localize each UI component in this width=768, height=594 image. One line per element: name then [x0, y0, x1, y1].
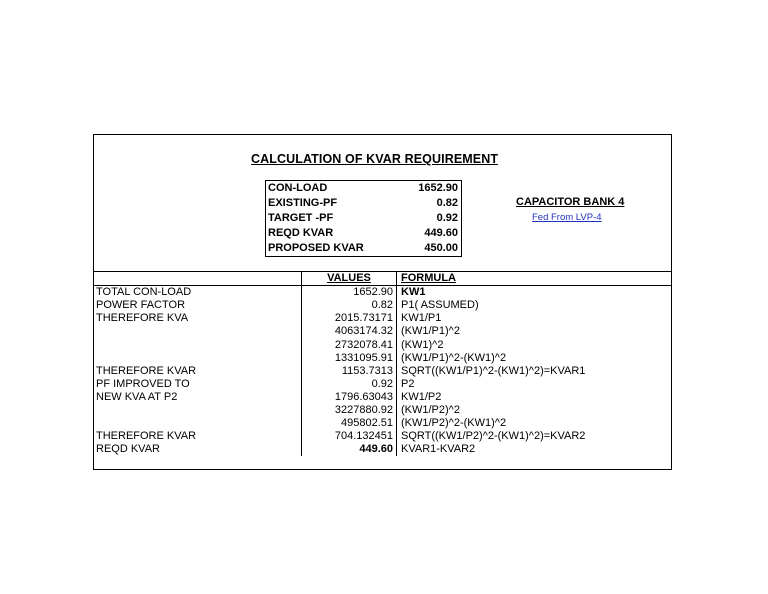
row-formula: KW1: [401, 286, 426, 299]
table-row: [94, 286, 671, 300]
summary-row-proposed-kvar: [266, 241, 461, 256]
row-value: 2015.73171: [302, 312, 397, 325]
row-value: 4063174.32: [302, 325, 397, 338]
table-row: [94, 325, 671, 338]
row-label: THEREFORE KVAR: [94, 365, 302, 378]
table-row: [94, 430, 671, 443]
table-header-row: [94, 272, 671, 286]
header-formula: FORMULA: [397, 272, 672, 286]
table-row: [94, 417, 671, 430]
row-value: 1652.90: [302, 286, 397, 300]
calculation-sheet: [93, 134, 672, 470]
row-label: NEW KVA AT P2: [94, 391, 302, 404]
row-formula: SQRT((KW1/P1)^2-(KW1)^2)=KVAR1: [401, 364, 586, 377]
table-row: [94, 404, 671, 417]
row-value: 1153.7313: [302, 365, 397, 378]
table-row: [94, 352, 671, 365]
summary-value: 449.60: [424, 227, 458, 239]
row-value: 0.92: [302, 378, 397, 391]
sheet-title: CALCULATION OF KVAR REQUIREMENT: [251, 152, 499, 166]
summary-label: PROPOSED KVAR: [268, 242, 364, 254]
row-value: 449.60: [302, 443, 397, 456]
table-row: [94, 378, 671, 391]
summary-label: CON-LOAD: [268, 182, 328, 194]
row-formula: (KW1/P1)^2: [401, 325, 460, 338]
row-formula: (KW1/P2)^2-(KW1)^2: [401, 417, 507, 430]
summary-row-con-load: [266, 181, 461, 196]
row-label: THEREFORE KVAR: [94, 430, 302, 443]
summary-value: 0.82: [436, 197, 458, 209]
header-label-cell: [94, 272, 302, 286]
summary-value: 450.00: [424, 242, 458, 254]
row-label: [94, 404, 302, 417]
row-label: [94, 338, 302, 351]
table-row: [94, 443, 671, 456]
row-value: 1796.63043: [302, 391, 397, 404]
table-row: [94, 299, 671, 312]
summary-value: 1652.90: [418, 182, 458, 194]
row-label: TOTAL CON-LOAD: [94, 286, 302, 300]
row-value: 495802.51: [302, 417, 397, 430]
row-formula: P1( ASSUMED): [401, 299, 479, 312]
summary-label: EXISTING-PF: [268, 197, 338, 209]
summary-row-existing-pf: [266, 196, 461, 211]
row-formula: (KW1)^2: [401, 338, 444, 351]
capacitor-bank-title: CAPACITOR BANK 4: [516, 196, 625, 208]
calculation-table: [94, 271, 671, 456]
summary-row-target-pf: [266, 211, 461, 226]
row-label: PF IMPROVED TO: [94, 378, 302, 391]
row-value: 3227880.92: [302, 404, 397, 417]
row-formula: (KW1/P2)^2: [401, 403, 460, 416]
row-formula: SQRT((KW1/P2)^2-(KW1)^2)=KVAR2: [401, 430, 586, 443]
table-row: [94, 312, 671, 325]
summary-value: 0.92: [436, 212, 458, 224]
summary-label: TARGET -PF: [268, 212, 334, 224]
row-value: 0.82: [302, 299, 397, 312]
row-value: 1331095.91: [302, 352, 397, 365]
row-formula: KVAR1-KVAR2: [401, 443, 476, 456]
header-values: VALUES: [302, 272, 397, 286]
summary-box: [265, 180, 462, 257]
row-formula: (KW1/P1)^2-(KW1)^2: [401, 351, 507, 364]
row-label: POWER FACTOR: [94, 299, 302, 312]
row-label: [94, 417, 302, 430]
row-formula: KW1/P2: [401, 390, 442, 403]
row-value: 704.132451: [302, 430, 397, 443]
summary-row-reqd-kvar: [266, 226, 461, 241]
table-row: [94, 338, 671, 351]
row-formula: KW1/P1: [401, 312, 442, 325]
summary-label: REQD KVAR: [268, 227, 334, 239]
table-row: [94, 365, 671, 378]
row-label: REQD KVAR: [94, 443, 302, 456]
row-label: THEREFORE KVA: [94, 312, 302, 325]
table-row: [94, 391, 671, 404]
row-formula: P2: [401, 377, 415, 390]
capacitor-bank-feed-link[interactable]: Fed From LVP-4: [532, 212, 602, 223]
row-label: [94, 325, 302, 338]
row-value: 2732078.41: [302, 338, 397, 351]
row-label: [94, 352, 302, 365]
